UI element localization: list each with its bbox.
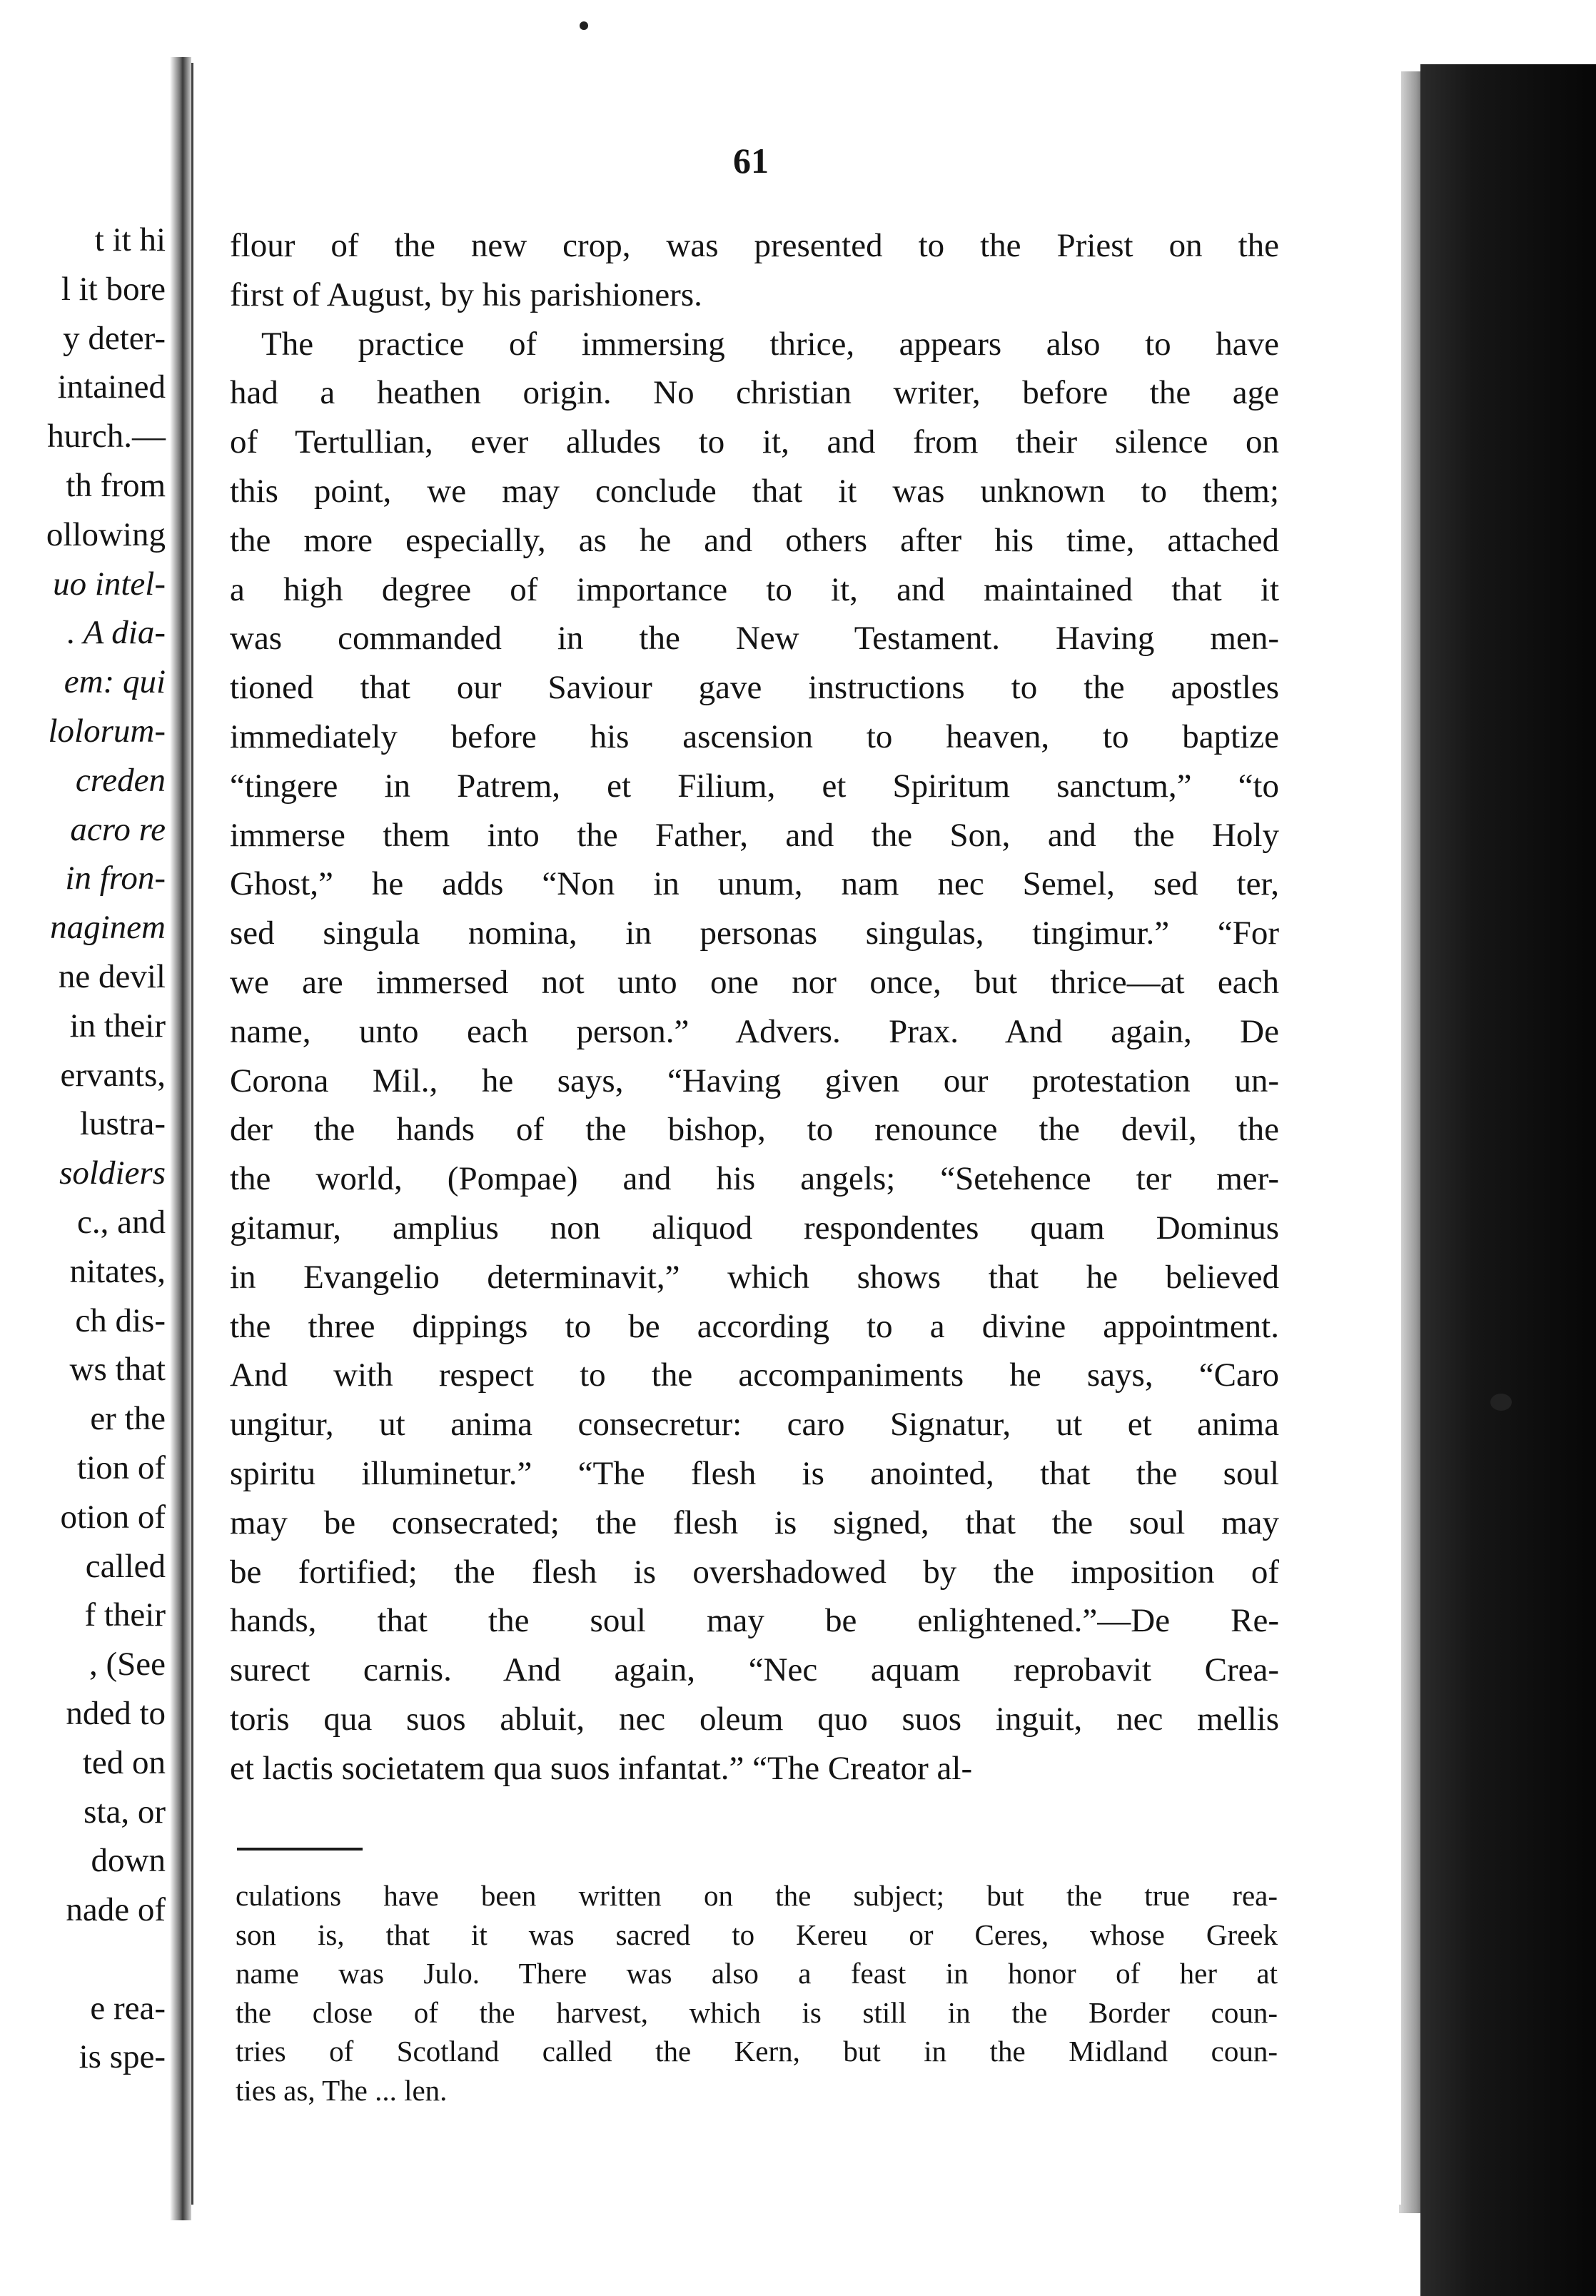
body-line: der the hands of the bishop, to renounce the devil, the (230, 1111, 1279, 1149)
left-page-line: l it bore (61, 270, 166, 308)
left-page-line: acro re (70, 810, 166, 848)
body-line: sed singula nomina, in personas singulas, tingimur.” “For (230, 915, 1279, 952)
footnote-line: son is, that it was sacred to Kereu or Ceres, whose Greek (236, 1918, 1278, 1951)
left-page-line: is spe- (79, 2038, 166, 2076)
left-page-line: in their (69, 1007, 166, 1044)
body-line: was commanded in the New Testament. Having men- (230, 620, 1279, 658)
left-page-line: ne devil (58, 957, 166, 995)
left-page-line: th from (66, 466, 166, 504)
body-line: gitamur, amplius non aliquod respondentes quam Dominus (230, 1209, 1279, 1247)
left-page-line: sta, or (84, 1793, 166, 1831)
left-page-line: y deter- (63, 319, 166, 357)
body-line: flour of the new crop, was presented to the Priest on the (230, 227, 1279, 264)
body-line: surect carnis. And again, “Nec aquam reprobavit Crea- (230, 1651, 1279, 1689)
body-line: spiritu illuminetur.” “The flesh is anointed, that the soul (230, 1454, 1279, 1492)
body-line: this point, we may conclude that it was unknown to them; (230, 472, 1279, 510)
footnote-line: tries of Scotland called the Kern, but in the Midland coun- (236, 2035, 1278, 2068)
body-line: ungitur, ut anima consecretur: caro Signatur, ut et anima (230, 1406, 1279, 1444)
left-page-line: f their (84, 1596, 166, 1634)
body-line: the three dippings to be according to a divine appointment. (230, 1307, 1279, 1345)
left-page-line: hurch.— (47, 418, 166, 455)
body-line: had a heathen origin. No christian writer, before the age (230, 374, 1279, 412)
left-page-line: naginem (50, 909, 166, 947)
body-line: in Evangelio determinavit,” which shows that he believed (230, 1258, 1279, 1296)
left-page-line: soldiers (59, 1154, 166, 1192)
footnote-line: name was Julo. There was also a feast in honor of her at (236, 1957, 1278, 1990)
book-cover-edge (1420, 64, 1596, 2296)
body-line: of Tertullian, ever alludes to it, and from their silence on (230, 423, 1279, 461)
left-page-line: ollowing (46, 515, 166, 553)
left-page-line: em: qui (64, 663, 166, 701)
body-line: the world, (Pompae) and his angels; “Setehence ter mer- (230, 1160, 1279, 1198)
body-line: Corona Mil., he says, “Having given our protestation un- (230, 1062, 1279, 1099)
body-line: may be consecrated; the flesh is signed, that the soul may (230, 1504, 1279, 1541)
left-page-line: otion of (60, 1498, 166, 1536)
left-page-line: lolorum- (48, 712, 166, 750)
left-page-line: nded to (66, 1694, 166, 1732)
body-line: be fortified; the flesh is overshadowed by the imposition of (230, 1553, 1279, 1591)
left-page-line: er the (90, 1400, 166, 1438)
body-line: name, unto each person.” Advers. Prax. And again, De (230, 1012, 1279, 1050)
left-page-line: ch dis- (75, 1301, 166, 1339)
body-line: tioned that our Saviour gave instructions to the apostles (230, 669, 1279, 707)
left-page-text (46, 216, 166, 2082)
scan-speck (1490, 1394, 1512, 1411)
page-number: 61 (733, 141, 769, 181)
left-page-line: intained (57, 368, 166, 406)
body-line: the more especially, as he and others after his time, attached (230, 521, 1279, 559)
scan-speck (580, 21, 588, 30)
footnote-text (236, 1876, 1278, 2110)
body-line: et lactis societatem qua suos infantat.” “The Creator al- (230, 1749, 973, 1787)
body-line: The practice of immersing thrice, appears also to have (261, 325, 1279, 363)
left-page-line: tion of (76, 1449, 166, 1486)
body-line: first of August, by his parishioners. (230, 276, 702, 313)
left-page-line: . A dia- (67, 614, 166, 652)
left-page-line: e rea- (90, 1989, 166, 2027)
left-page-line: in fron- (65, 860, 166, 897)
body-text (230, 221, 1279, 1793)
body-line: And with respect to the accompaniments he says, “Caro (230, 1356, 1279, 1394)
left-page-line: ted on (82, 1743, 166, 1781)
body-line: Ghost,” he adds “Non in unum, nam nec Semel, sed ter, (230, 865, 1279, 903)
footnote-line: culations have been written on the subject; but the true rea- (236, 1879, 1278, 1912)
left-page-line: down (91, 1842, 166, 1880)
left-page-line: uo intel- (53, 565, 166, 603)
left-page-line: ervants, (60, 1056, 166, 1094)
left-page-line: c., and (77, 1203, 166, 1241)
left-page-line (46, 1935, 166, 1984)
footnote-rule (237, 1848, 363, 1851)
body-line: “tingere in Patrem, et Filium, et Spiritum sanctum,” “to (230, 767, 1279, 805)
book-gutter (170, 57, 191, 2220)
left-page-line: lustra- (79, 1105, 166, 1143)
body-line: toris qua suos abluit, nec oleum quo suos inguit, nec mellis (230, 1700, 1279, 1738)
footnote-line: the close of the harvest, which is still in the Border coun- (236, 1995, 1278, 2029)
left-page-line: nitates, (69, 1252, 166, 1290)
left-page-line: called (85, 1547, 166, 1585)
body-line: hands, that the soul may be enlightened.”—De Re- (230, 1602, 1279, 1640)
left-page-line: ws that (69, 1351, 166, 1389)
body-line: immerse them into the Father, and the Son, and the Holy (230, 816, 1279, 854)
left-page-line: creden (75, 761, 166, 799)
left-page-line: nade of (66, 1891, 166, 1929)
body-line: we are immersed not unto one nor once, but thrice—at each (230, 963, 1279, 1001)
left-page (0, 50, 171, 2220)
body-line: a high degree of importance to it, and maintained that it (230, 570, 1279, 608)
left-page-line: t it hi (94, 221, 166, 258)
footnote-line: ties as, The ... len. (236, 2073, 448, 2107)
body-line: immediately before his ascension to heaven, to baptize (230, 718, 1279, 755)
left-page-line: , (See (89, 1646, 166, 1683)
